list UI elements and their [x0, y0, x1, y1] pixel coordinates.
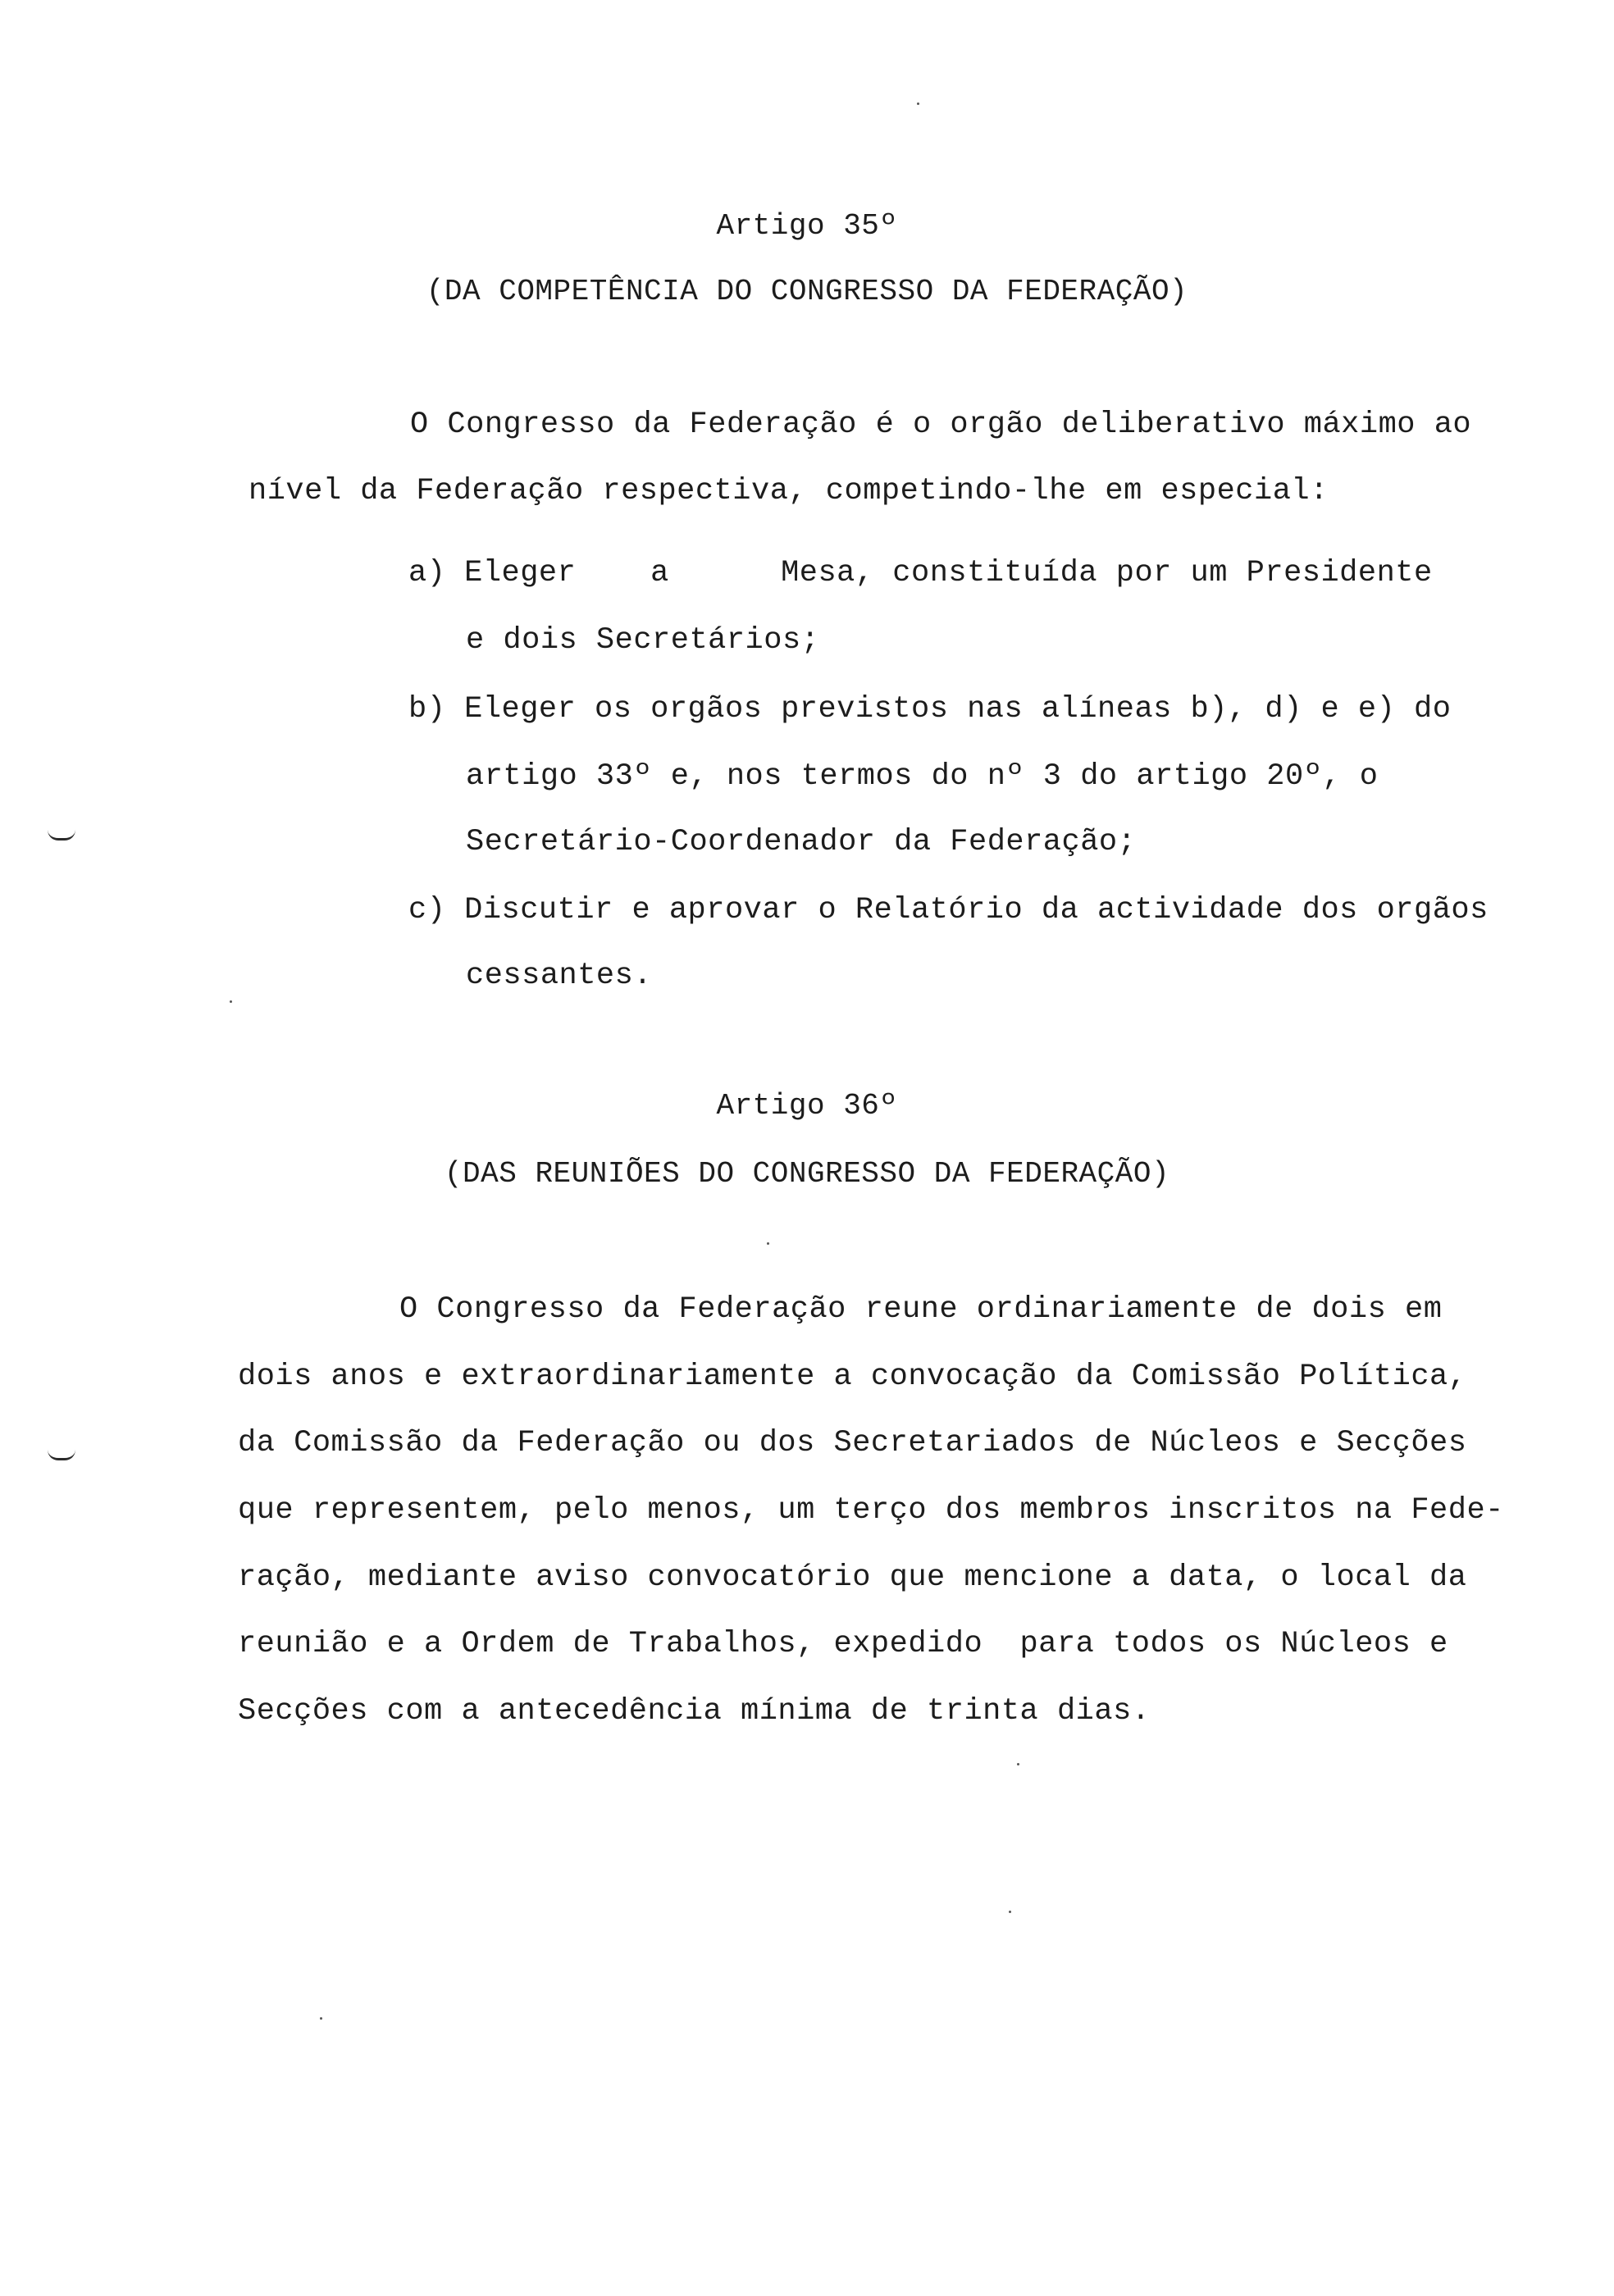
article-35-item-b-line-1: b) Eleger os orgãos previstos nas alíneas b), d) e e) do — [408, 692, 1452, 727]
article-35-item-a-line-1: a) Eleger a Mesa, constituída por um Presidente — [408, 556, 1433, 590]
article-35-intro-line-1: O Congresso da Federação é o orgão deliberativo máximo ao — [410, 408, 1472, 442]
article-35-item-a-line-2: e dois Secretários; — [466, 623, 820, 658]
article-36-body-line-2: dois anos e extraordinariamente a convocação da Comissão Política, — [238, 1360, 1467, 1394]
article-35-subheading: (DA COMPETÊNCIA DO CONGRESSO DA FEDERAÇÃO) — [426, 275, 1188, 308]
article-36-body-line-4: que representem, pelo menos, um terço dos membros inscritos na Fede- — [238, 1493, 1504, 1528]
article-36-body-line-5: ração, mediante aviso convocatório que mencione a data, o local da — [238, 1560, 1467, 1595]
scan-speck — [917, 102, 919, 105]
article-36-heading: Artigo 36º — [716, 1089, 898, 1123]
article-36-subheading: (DAS REUNIÕES DO CONGRESSO DA FEDERAÇÃO) — [444, 1157, 1170, 1191]
article-36-body-line-1: O Congresso da Federação reune ordinariamente de dois em — [399, 1292, 1443, 1327]
article-35-item-b-line-2: artigo 33º e, nos termos do nº 3 do artigo 20º, o — [466, 759, 1379, 794]
binder-mark — [48, 1450, 75, 1460]
scan-speck — [1009, 1911, 1011, 1913]
binder-mark — [48, 830, 75, 840]
article-35-heading: Artigo 35º — [716, 209, 898, 243]
article-36-body-line-6: reunião e a Ordem de Trabalhos, expedido para todos os Núcleos e — [238, 1627, 1448, 1661]
scan-speck — [230, 1000, 232, 1003]
scan-speck — [767, 1242, 769, 1245]
article-35-intro-line-2: nível da Federação respectiva, competindo-lhe em especial: — [248, 474, 1329, 508]
article-36-body-line-7: Secções com a antecedência mínima de trinta dias. — [238, 1694, 1151, 1729]
scan-speck — [320, 2017, 322, 2020]
article-36-body-line-3: da Comissão da Federação ou dos Secretariados de Núcleos e Secções — [238, 1426, 1467, 1460]
article-35-item-b-line-3: Secretário-Coordenador da Federação; — [466, 825, 1137, 859]
article-35-item-c-line-1: c) Discutir e aprovar o Relatório da actividade dos orgãos — [408, 893, 1489, 927]
article-35-item-c-line-2: cessantes. — [466, 959, 653, 993]
scan-speck — [1017, 1763, 1019, 1765]
